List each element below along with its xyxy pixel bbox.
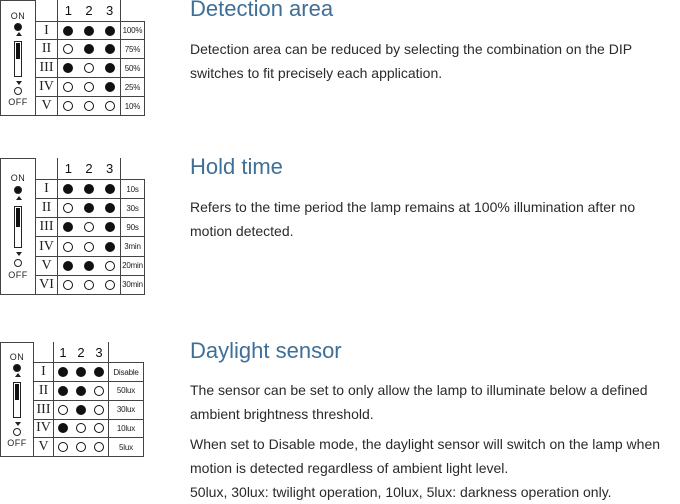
dip-row [36,256,145,275]
switch-off-icon [63,82,73,92]
switch-off-icon [76,442,86,452]
setting-value: 30lux [109,400,144,419]
switch-off-icon [58,405,68,415]
switch-on-icon [105,26,115,36]
switch-slot-icon [13,382,21,418]
roman-numeral: IV [34,419,54,438]
roman-numeral: IV [36,78,58,97]
switch-on-icon [84,26,94,36]
switch-on-icon [63,222,73,232]
dip-row [34,419,144,438]
daylight-sensor-table [33,342,144,457]
switch-on-icon [84,261,94,271]
dip-switch-legend [0,0,36,116]
setting-value: 90s [121,218,145,237]
switch-off-icon [94,386,104,396]
off-indicator-icon [13,428,21,436]
switch-off-icon [84,82,94,92]
roman-numeral: II [36,199,58,218]
dip-row [34,400,144,419]
switch-off-icon [84,222,94,232]
dip-row [36,97,145,116]
paragraph: The sensor can be set to only allow the lamp to illuminate below a defined ambient brightness threshold. [190,382,648,422]
switch-on-icon [76,367,86,377]
switch-slot-icon [14,206,22,248]
dip-switch-legend [0,158,36,295]
switch-slot-icon [14,41,22,77]
arrow-up-icon [15,373,21,377]
on-label: ON [10,11,26,21]
off-indicator-icon [14,259,22,267]
arrow-down-icon [16,252,22,256]
setting-value: Disable [109,363,144,382]
dip-row [34,382,144,401]
col-header: 1 [64,160,72,176]
setting-value: 50% [121,59,145,78]
dip-row [36,275,145,294]
on-indicator-icon [14,23,22,31]
dip-row [34,363,144,382]
switch-on-icon [105,203,115,213]
setting-value: 5lux [109,438,144,457]
on-label: ON [9,352,25,362]
col-header: 1 [64,2,72,18]
switch-off-icon [76,423,86,433]
switch-on-icon [105,44,115,54]
dip-row [36,21,145,40]
switch-on-icon [105,82,115,92]
switch-off-icon [94,442,104,452]
switch-off-icon [63,280,73,290]
section-body [190,195,680,243]
detection-area-table [35,0,145,116]
roman-numeral: III [36,218,58,237]
section-body [190,37,680,85]
col-header: 3 [95,344,103,360]
switch-off-icon [105,280,115,290]
col-header: 3 [106,160,114,176]
setting-value: 20min [121,256,145,275]
setting-value: 30s [121,199,145,218]
switch-on-icon [94,367,104,377]
dip-row [36,179,145,198]
roman-numeral: V [36,97,58,116]
dip-row [36,78,145,97]
setting-value: 10% [121,97,145,116]
switch-on-icon [84,184,94,194]
switch-off-icon [63,203,73,213]
section-title: Daylight sensor [190,338,342,363]
off-label: OFF [7,438,27,448]
switch-on-icon [84,44,94,54]
dip-row [36,199,145,218]
col-header: 2 [85,2,93,18]
section-title: Hold time [190,154,283,179]
switch-on-icon [58,423,68,433]
switch-off-icon [63,101,73,111]
setting-value: 3min [121,237,145,256]
switch-on-icon [76,386,86,396]
setting-value: 50lux [109,382,144,401]
switch-off-icon [84,280,94,290]
switch-off-icon [105,101,115,111]
arrow-down-icon [15,422,21,426]
col-header: 2 [77,344,85,360]
dip-row [36,40,145,59]
switch-off-icon [84,242,94,252]
dip-switch-legend [0,342,34,457]
switch-off-icon [94,423,104,433]
on-indicator-icon [13,364,21,372]
col-header: 2 [85,160,93,176]
switch-on-icon [76,405,86,415]
switch-off-icon [58,442,68,452]
roman-numeral: VI [36,275,58,294]
col-header: 3 [106,2,114,18]
off-label: OFF [8,270,28,280]
switch-off-icon [94,405,104,415]
hold-time-table [35,158,145,295]
roman-numeral: IV [36,237,58,256]
arrow-up-icon [16,32,22,36]
switch-on-icon [58,367,68,377]
roman-numeral: I [36,179,58,198]
dip-row [36,237,145,256]
roman-numeral: V [36,256,58,275]
on-indicator-icon [14,186,22,194]
paragraph: Refers to the time period the lamp remains at 100% illumination after no motion detected. [190,199,636,239]
off-label: OFF [8,97,28,107]
switch-off-icon [84,63,94,73]
col-header: 1 [59,344,67,360]
switch-on-icon [105,222,115,232]
setting-value: 10lux [109,419,144,438]
section-title: Detection area [190,0,334,21]
setting-value: 75% [121,40,145,59]
paragraph: Detection area can be reduced by selecting the combination on the DIP switches to fit precisely each application. [190,41,632,81]
roman-numeral: I [34,363,54,382]
off-indicator-icon [14,87,22,95]
dip-row [34,438,144,457]
roman-numeral: II [34,382,54,401]
switch-on-icon [84,203,94,213]
switch-on-icon [63,26,73,36]
switch-on-icon [105,242,115,252]
setting-value: 25% [121,78,145,97]
switch-on-icon [105,184,115,194]
roman-numeral: V [34,438,54,457]
on-label: ON [10,173,26,183]
switch-off-icon [63,44,73,54]
roman-numeral: III [36,59,58,78]
switch-on-icon [63,261,73,271]
roman-numeral: I [36,21,58,40]
setting-value: 100% [121,21,145,40]
arrow-up-icon [16,196,22,200]
switch-on-icon [63,184,73,194]
switch-on-icon [58,386,68,396]
dip-row [36,218,145,237]
switch-on-icon [63,63,73,73]
setting-value: 10s [121,179,145,198]
roman-numeral: III [34,400,54,419]
switch-on-icon [105,63,115,73]
switch-off-icon [105,261,115,271]
section-body [190,378,680,504]
setting-value: 30min [121,275,145,294]
switch-off-icon [84,101,94,111]
dip-row [36,59,145,78]
roman-numeral: II [36,40,58,59]
paragraph: 50lux, 30lux: twilight operation, 10lux, 5lux: darkness operation only. [190,484,612,500]
arrow-down-icon [16,81,22,85]
switch-off-icon [63,242,73,252]
paragraph: When set to Disable mode, the daylight sensor will switch on the lamp when motion is detected regardless of ambient light level. [190,436,661,476]
